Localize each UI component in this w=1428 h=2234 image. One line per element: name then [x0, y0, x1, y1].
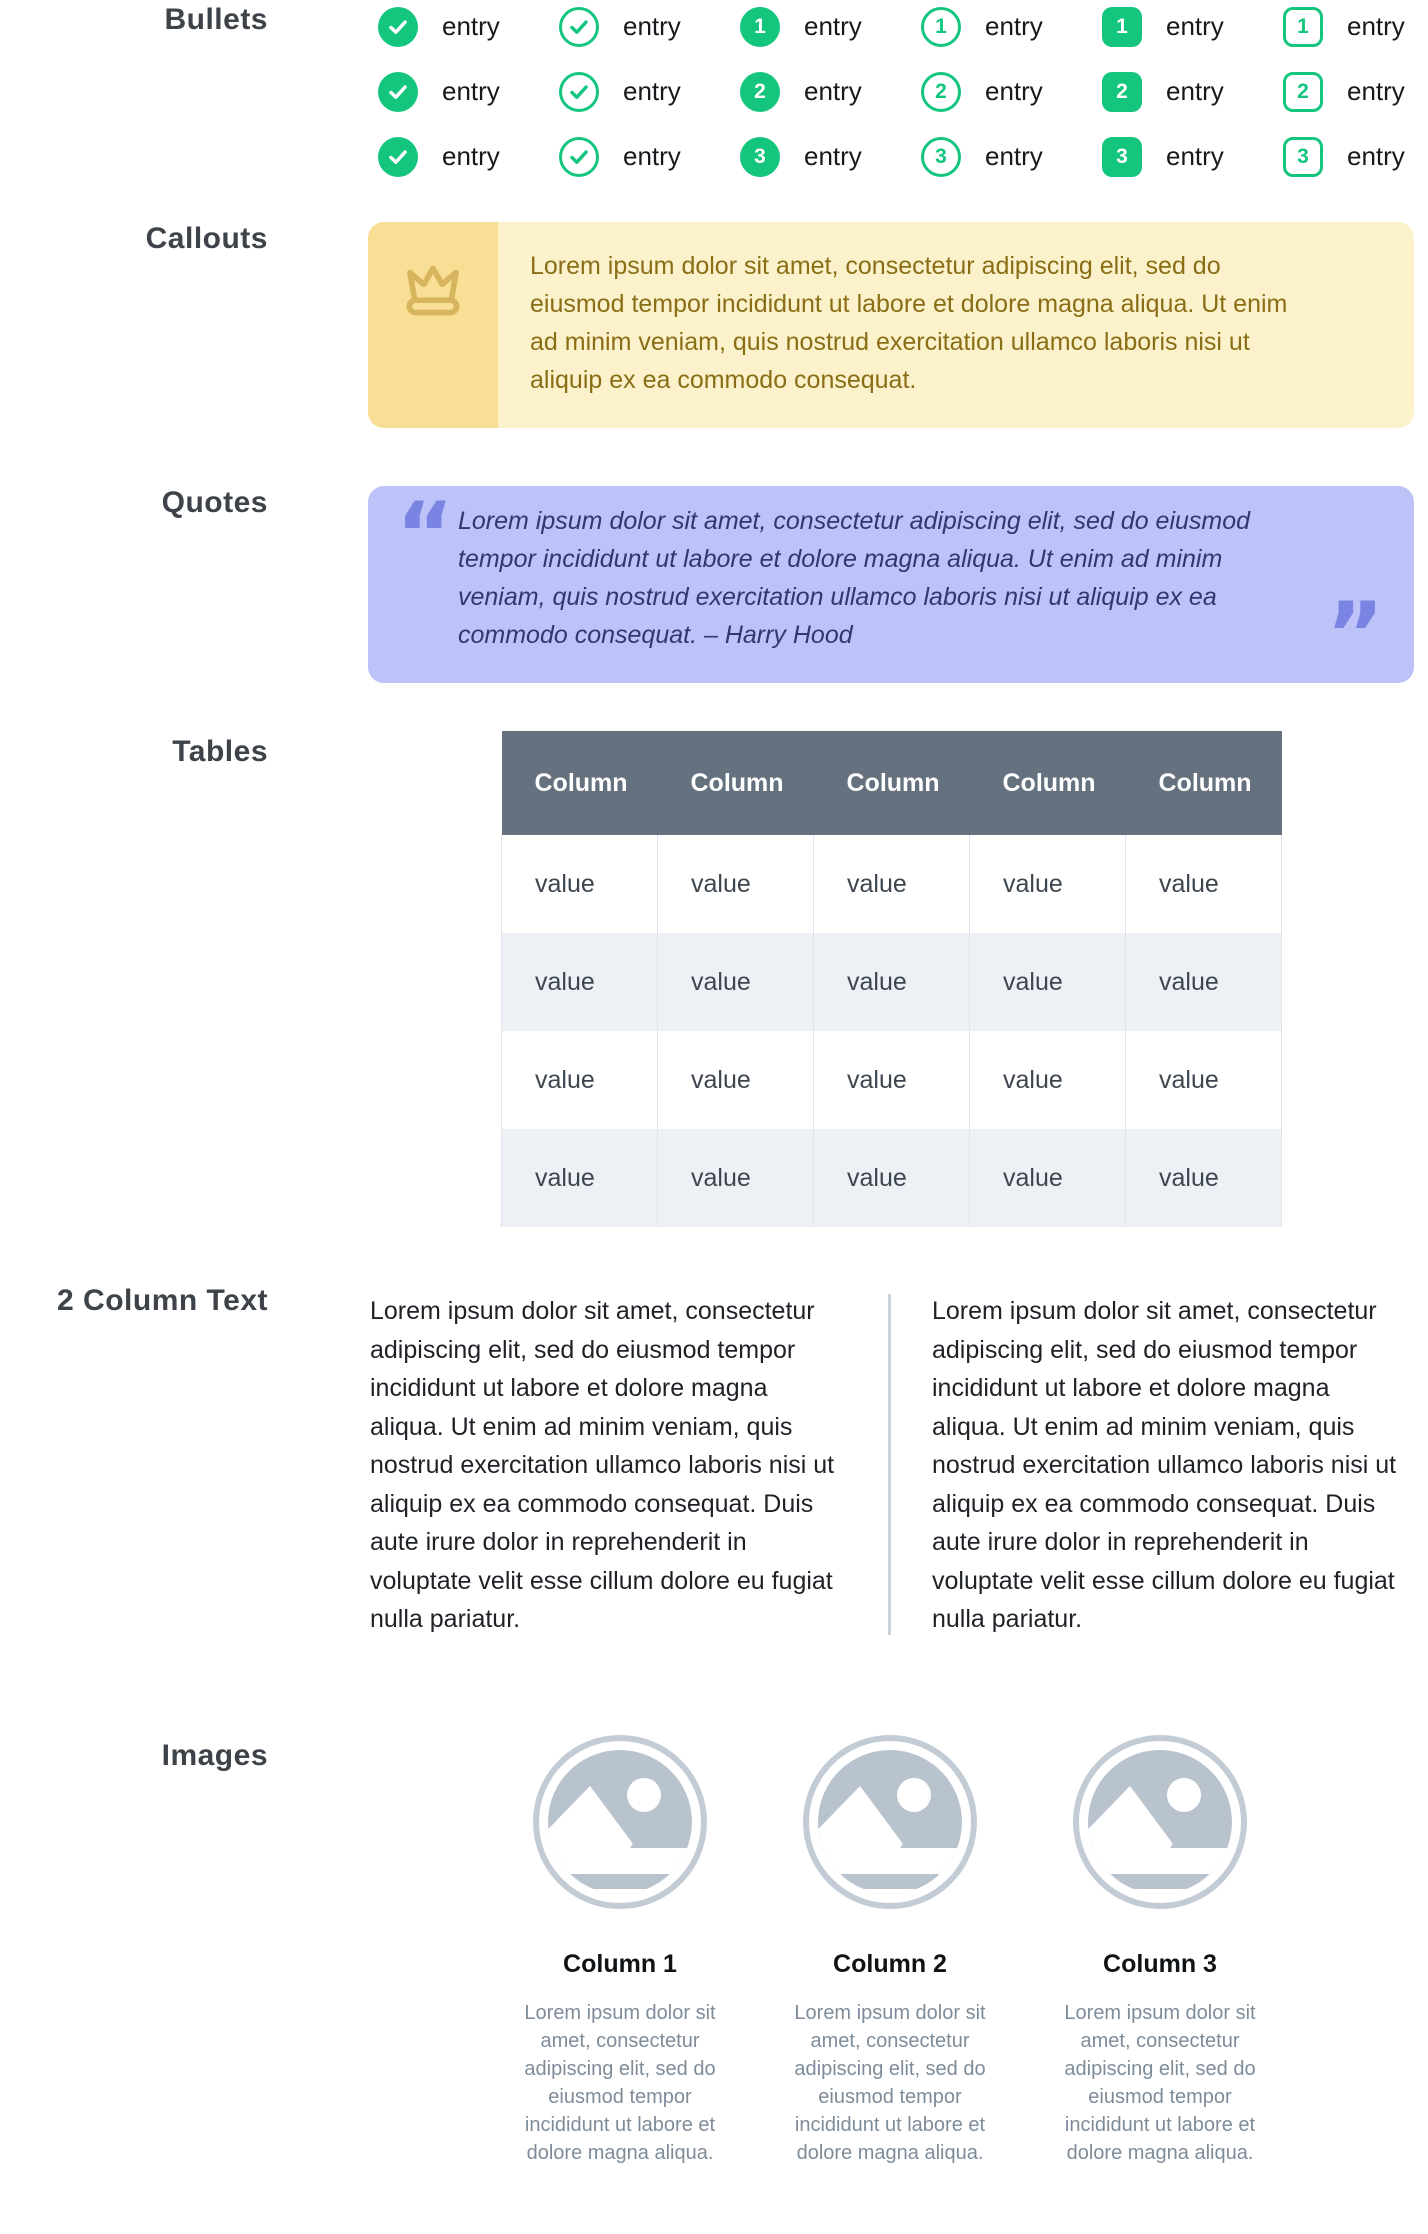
- bullet-item: [921, 72, 1102, 112]
- table-row: [502, 1031, 1282, 1129]
- check-circle-filled-icon: [378, 137, 418, 177]
- callout-text: Lorem ipsum dolor sit amet, consectetur adipiscing elit, sed do eiusmod tempor incididunt ut labore et dolore magna aliqua. Ut enim ad minim veniam, quis nostrud exercitation ullamco laboris nisi ut aliquip ex ea commodo consequat.: [530, 252, 1288, 394]
- number-square-outline-icon: 3: [1283, 137, 1323, 177]
- number-circle-outline-icon: 1: [921, 7, 961, 47]
- data-table: [501, 731, 1282, 1227]
- bullet-entry-label: entry: [442, 11, 500, 41]
- table-row: [502, 933, 1282, 1031]
- bullet-item: [1283, 7, 1428, 47]
- bullet-entry-label: entry: [804, 11, 862, 41]
- check-circle-outline-icon: [559, 7, 599, 47]
- table-cell: value: [1126, 933, 1282, 1031]
- bullet-item: [378, 7, 559, 47]
- table-cell: value: [502, 835, 658, 933]
- image-column-title: Column 2: [833, 1950, 947, 1978]
- table-cell: value: [814, 1031, 970, 1129]
- check-circle-outline-icon: [559, 72, 599, 112]
- number-circle-filled-icon: 3: [740, 137, 780, 177]
- blockquote: [368, 483, 1414, 686]
- table-cell: value: [1126, 1129, 1282, 1227]
- check-circle-filled-icon: [378, 72, 418, 112]
- bullet-item: [559, 137, 740, 177]
- image-placeholder-icon: [530, 1732, 710, 1912]
- tables-section-label: Tables: [172, 735, 268, 768]
- bullet-item: [740, 7, 921, 47]
- callout-icon-panel: [368, 222, 498, 428]
- table-row: [502, 835, 1282, 933]
- table-cell: value: [970, 1129, 1126, 1227]
- close-quote-icon: ”: [1326, 583, 1384, 686]
- text-column-left: Lorem ipsum dolor sit amet, consectetur adipiscing elit, sed do eiusmod tempor incididunt ut labore et dolore magna aliqua. Ut enim ad minim veniam, quis nostrud exercitation ullamco laboris nisi ut aliquip ex ea commodo consequat. Duis aute irure dolor in reprehenderit in voluptate velit esse cillum dolore eu fugiat nulla pariatur.: [370, 1297, 835, 1633]
- bullet-item: [1102, 72, 1283, 112]
- table-cell: value: [970, 933, 1126, 1031]
- number-square-filled-icon: 1: [1102, 7, 1142, 47]
- tables-section: [0, 731, 1428, 1227]
- callouts-section: [0, 222, 1428, 428]
- bullet-entry-label: entry: [623, 141, 681, 171]
- bullet-entry-label: entry: [1166, 11, 1224, 41]
- bullets-section-label: Bullets: [164, 3, 268, 36]
- two-column-text: [370, 1284, 1428, 1639]
- bullet-item: [740, 137, 921, 177]
- image-column-title: Column 1: [563, 1950, 677, 1978]
- number-square-outline-icon: 2: [1283, 72, 1323, 112]
- column-divider: [888, 1294, 891, 1635]
- image-placeholder-icon: [1070, 1732, 1250, 1912]
- image-column-title: Column 3: [1103, 1950, 1217, 1978]
- image-column: [505, 1732, 735, 2167]
- bullet-item: [559, 72, 740, 112]
- table-body: [502, 835, 1282, 1227]
- images-section: [0, 1732, 1428, 2167]
- bullet-entry-label: entry: [1166, 76, 1224, 106]
- callout: [368, 222, 1414, 428]
- bullet-entry-label: entry: [1347, 76, 1405, 106]
- bullet-item: [1283, 72, 1428, 112]
- two-column-text-section-label: 2 Column Text: [57, 1284, 268, 1317]
- open-quote-icon: “: [396, 483, 454, 586]
- bullet-item: [1102, 137, 1283, 177]
- bullet-entry-label: entry: [442, 76, 500, 106]
- table-cell: value: [1126, 1031, 1282, 1129]
- bullet-entry-label: entry: [985, 141, 1043, 171]
- table-cell: value: [658, 933, 814, 1031]
- bullet-entry-label: entry: [623, 76, 681, 106]
- bullet-entry-label: entry: [1347, 11, 1405, 41]
- bullets-grid: [378, 0, 1428, 189]
- table-column-header: Column: [970, 731, 1126, 835]
- bullet-entry-label: entry: [804, 141, 862, 171]
- number-circle-outline-icon: 3: [921, 137, 961, 177]
- table-row: [502, 1129, 1282, 1227]
- number-square-filled-icon: 3: [1102, 137, 1142, 177]
- bullet-item: [378, 137, 559, 177]
- table-cell: value: [1126, 835, 1282, 933]
- table-cell: value: [970, 1031, 1126, 1129]
- callouts-section-label: Callouts: [145, 222, 268, 255]
- table-column-header: Column: [1126, 731, 1282, 835]
- bullet-entry-label: entry: [985, 11, 1043, 41]
- bullet-entry-label: entry: [985, 76, 1043, 106]
- bullet-entry-label: entry: [442, 141, 500, 171]
- bullet-item: [378, 72, 559, 112]
- table-cell: value: [658, 1031, 814, 1129]
- bullet-entry-label: entry: [1347, 141, 1405, 171]
- table-cell: value: [502, 1031, 658, 1129]
- number-square-outline-icon: 1: [1283, 7, 1323, 47]
- bullet-entry-label: entry: [1166, 141, 1224, 171]
- image-column-text: Lorem ipsum dolor sit amet, consectetur adipiscing elit, sed do eiusmod tempor incididunt ut labore et dolore magna aliqua.: [1064, 2002, 1256, 2164]
- table-cell: value: [658, 1129, 814, 1227]
- bullet-item: [921, 7, 1102, 47]
- table-cell: value: [814, 835, 970, 933]
- table-cell: value: [814, 1129, 970, 1227]
- bullet-item: [740, 72, 921, 112]
- table-cell: value: [502, 933, 658, 1031]
- quote-text: Lorem ipsum dolor sit amet, consectetur adipiscing elit, sed do eiusmod tempor incididunt ut labore et dolore magna aliqua. Ut enim ad minim veniam, quis nostrud exercitation ullamco laboris nisi ut aliquip ex ea commodo consequat. – Harry Hood: [458, 507, 1251, 649]
- number-circle-filled-icon: 2: [740, 72, 780, 112]
- number-circle-filled-icon: 1: [740, 7, 780, 47]
- images-row: [505, 1732, 1428, 2167]
- bullet-item: [1102, 7, 1283, 47]
- number-square-filled-icon: 2: [1102, 72, 1142, 112]
- image-column-text: Lorem ipsum dolor sit amet, consectetur adipiscing elit, sed do eiusmod tempor incididunt ut labore et dolore magna aliqua.: [524, 2002, 716, 2164]
- image-column: [1045, 1732, 1275, 2167]
- bullet-item: [1283, 137, 1428, 177]
- text-column-right: Lorem ipsum dolor sit amet, consectetur adipiscing elit, sed do eiusmod tempor incididunt ut labore et dolore magna aliqua. Ut enim ad minim veniam, quis nostrud exercitation ullamco laboris nisi ut aliquip ex ea commodo consequat. Duis aute irure dolor in reprehenderit in voluptate velit esse cillum dolore eu fugiat nulla pariatur.: [932, 1297, 1397, 1633]
- check-circle-outline-icon: [559, 137, 599, 177]
- bullet-entry-label: entry: [623, 11, 681, 41]
- bullets-section: [0, 3, 1428, 189]
- bullet-entry-label: entry: [804, 76, 862, 106]
- table-column-header: Column: [658, 731, 814, 835]
- image-placeholder-icon: [800, 1732, 980, 1912]
- quotes-section-label: Quotes: [161, 486, 268, 519]
- bullet-item: [921, 137, 1102, 177]
- table-column-header: Column: [502, 731, 658, 835]
- two-column-text-section: [0, 1284, 1428, 1639]
- table-cell: value: [658, 835, 814, 933]
- check-circle-filled-icon: [378, 7, 418, 47]
- bullet-item: [559, 7, 740, 47]
- quotes-section: [0, 483, 1428, 686]
- image-column-text: Lorem ipsum dolor sit amet, consectetur adipiscing elit, sed do eiusmod tempor incididunt ut labore et dolore magna aliqua.: [794, 2002, 986, 2164]
- table-cell: value: [502, 1129, 658, 1227]
- table-column-header: Column: [814, 731, 970, 835]
- table-cell: value: [814, 933, 970, 1031]
- table-cell: value: [970, 835, 1126, 933]
- number-circle-outline-icon: 2: [921, 72, 961, 112]
- crown-icon: [394, 252, 472, 335]
- table-header-row: [502, 731, 1282, 835]
- images-section-label: Images: [161, 1739, 268, 1772]
- image-column: [775, 1732, 1005, 2167]
